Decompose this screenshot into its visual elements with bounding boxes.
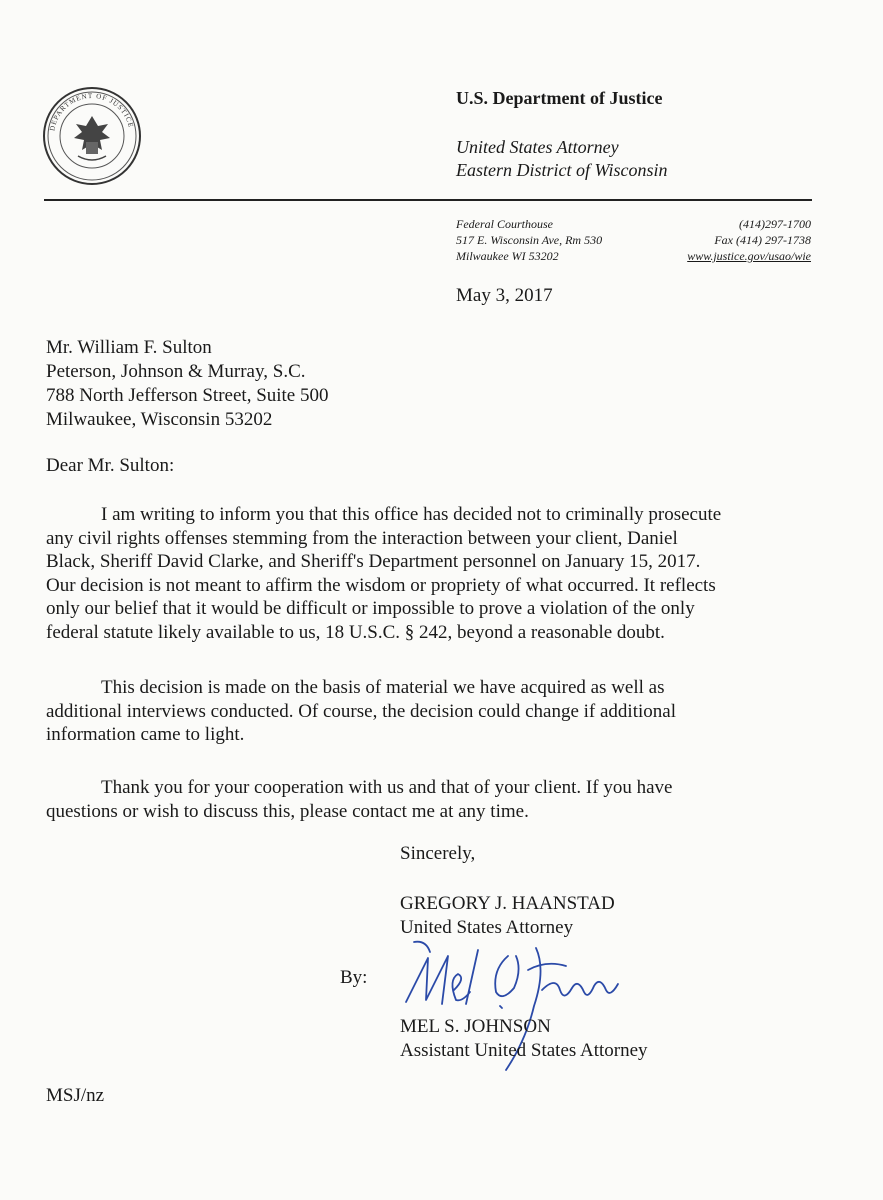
assistant-title: Assistant United States Attorney [400,1039,648,1061]
signer-name: GREGORY J. HAANSTAD [400,893,615,914]
recipient-firm: Peterson, Johnson & Murray, S.C. [46,361,306,382]
closing: Sincerely, [400,843,476,864]
paragraph-line: Black, Sheriff David Clarke, and Sheriff's Department personnel on January 15, 2017. [46,551,701,573]
letter-date: May 3, 2017 [456,285,553,306]
paragraph-line: This decision is made on the basis of material we have acquired as well as [101,677,665,698]
letterhead-department: U.S. Department of Justice [456,88,663,108]
by-label: By: [340,967,368,988]
paragraph-line: federal statute likely available to us, 18 U.S.C. § 242, beyond a reasonable doubt. [46,621,665,643]
office-contact [687,216,811,264]
paragraph-line: Thank you for your cooperation with us and that of your client. If you have [101,777,673,798]
recipient-city: Milwaukee, Wisconsin 53202 [46,409,273,430]
salutation: Dear Mr. Sulton: [46,455,175,476]
recipient-block [46,336,329,432]
address-line-1: Federal Courthouse [456,217,553,231]
body-paragraph-3 [46,776,826,823]
body-paragraph-1 [46,503,826,645]
paragraph-line: any civil rights offenses stemming from the interaction between your client, Daniel [46,527,678,549]
paragraph-line: information came to light. [46,724,245,746]
address-line-2: 517 E. Wisconsin Ave, Rm 530 [456,233,603,247]
fax-number: Fax (414) 297-1738 [714,233,811,247]
svg-text:DEPARTMENT OF JUSTICE: DEPARTMENT OF JUSTICE [48,91,136,132]
office-line-1: United States Attorney [456,137,619,157]
typist-initials: MSJ/nz [46,1085,105,1106]
letterhead-office [456,136,668,182]
body-paragraph-2 [46,676,826,747]
paragraph-line: questions or wish to discuss this, please contact me at any time. [46,800,529,822]
office-address [456,216,602,264]
paragraph-line: Our decision is not meant to affirm the wisdom or propriety of what occurred. It reflects [46,574,716,596]
address-line-3: Milwaukee WI 53202 [456,249,559,263]
paragraph-line: only our belief that it would be difficult or impossible to prove a violation of the only [46,598,695,620]
header-divider [44,199,812,201]
recipient-name: Mr. William F. Sulton [46,337,212,358]
phone-number: (414)297-1700 [739,217,811,231]
recipient-street: 788 North Jefferson Street, Suite 500 [46,385,329,406]
assistant-name: MEL S. JOHNSON [400,1016,551,1037]
office-line-2: Eastern District of Wisconsin [456,160,668,180]
signer-title: United States Attorney [400,916,574,938]
assistant-block [400,1015,648,1062]
paragraph-line: additional interviews conducted. Of course, the decision could change if additional [46,700,676,722]
doj-seal-icon [42,86,142,186]
website-link[interactable]: www.justice.gov/usao/wie [687,249,811,263]
paragraph-line: I am writing to inform you that this office has decided not to criminally prosecute [101,504,722,525]
